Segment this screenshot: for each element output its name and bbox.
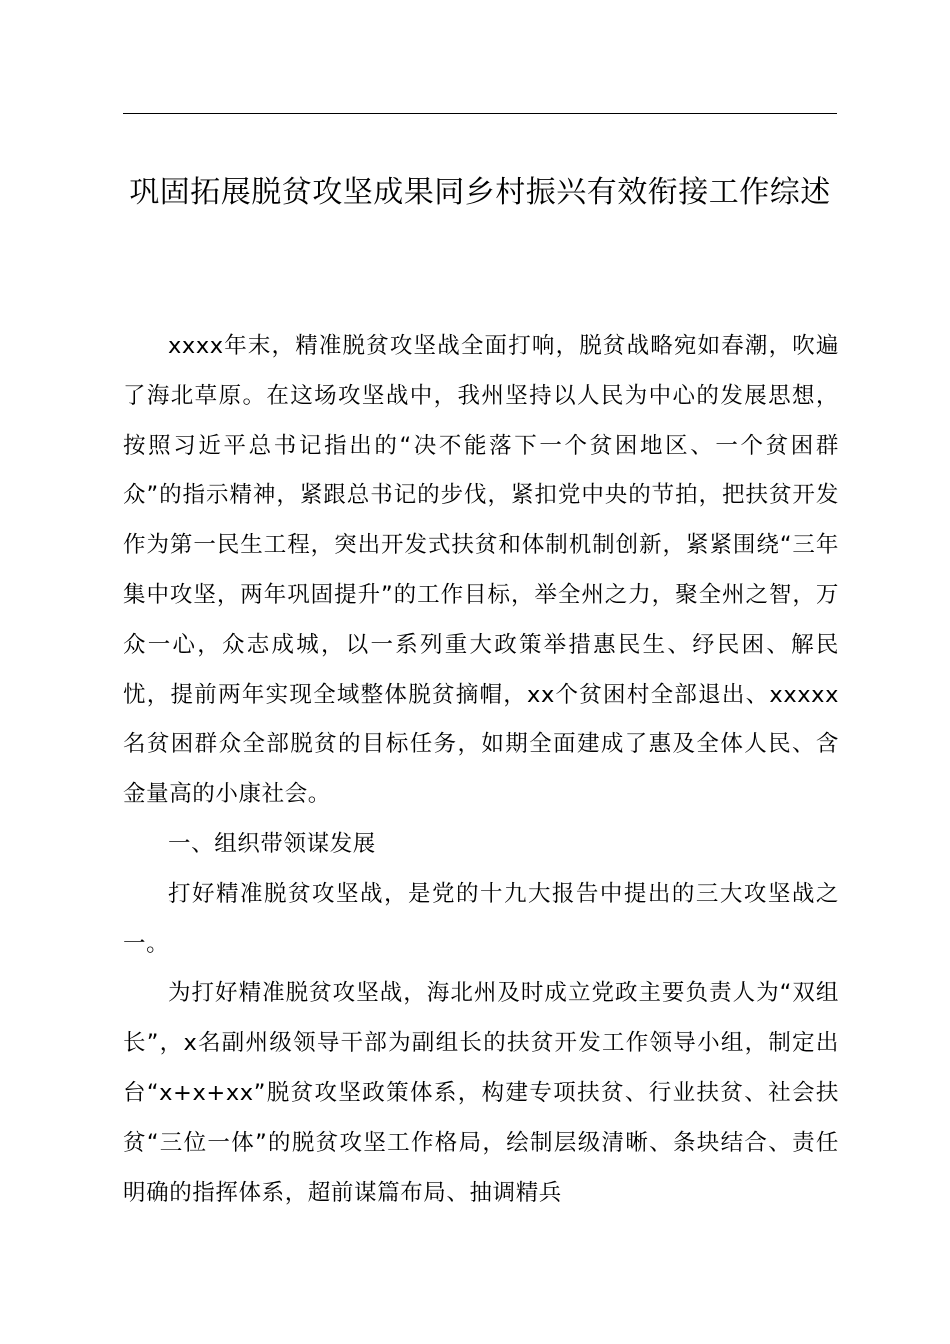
- paragraph-3: 为打好精准脱贫攻坚战，海北州及时成立党政主要负责人为“双组长”，x名副州级领导干部为副组长的扶贫开发工作领导小组，制定出台“x+x+xx”脱贫攻坚政策体系，构建专项扶贫、行业扶贫、社会扶贫“三位一体”的脱贫攻坚工作格局，绘制层级清晰、条块结合、责任明确的指挥体系，超前谋篇布局、抽调精兵: [123, 980, 839, 1206]
- document-title: 巩固拓展脱贫攻坚成果同乡村振兴有效衔接工作综述: [129, 175, 831, 210]
- paragraph-2: 打好精准脱贫攻坚战，是党的十九大报告中提出的三大攻坚战之一。: [123, 880, 839, 957]
- section-heading: 一、组织带领谋发展: [168, 830, 376, 857]
- document-body: [123, 322, 839, 1218]
- header-rule: [123, 113, 837, 114]
- paragraph-intro: xxxx年末，精准脱贫攻坚战全面打响，脱贫战略宛如春潮，吹遍了海北草原。在这场攻坚战中，我州坚持以人民为中心的发展思想，按照习近平总书记指出的“决不能落下一个贫困地区、一个贫困群众”的指示精神，紧跟总书记的步伐，紧扣党中央的节拍，把扶贫开发作为第一民生工程，突出开发式扶贫和体制机制创新，紧紧围绕“三年集中攻坚，两年巩固提升”的工作目标，举全州之力，聚全州之智，万众一心，众志成城，以一系列重大政策举措惠民生、纾民困、解民忧，提前两年实现全域整体脱贫摘帽，xx个贫困村全部退出、xxxxx名贫困群众全部脱贫的目标任务，如期全面建成了惠及全体人民、含金量高的小康社会。: [123, 333, 839, 808]
